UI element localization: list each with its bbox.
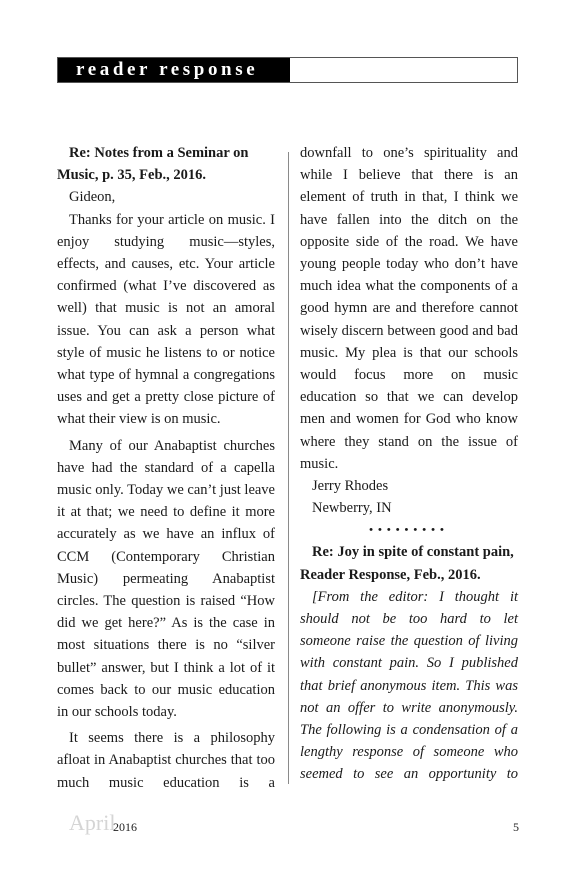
right-column xyxy=(300,142,518,786)
column-divider xyxy=(288,152,289,784)
letter-paragraph-1: Thanks for your article on music. I enjoy studying music—styles, effects, and causes, etc. Your article confirmed (what I’ve discovered as well) that music is not an amoral issue. You can ask a person what style of music he listens to or notice what type of hymnal a congregations uses and get a pretty close picture of what their view is on music. xyxy=(57,211,275,428)
left-column xyxy=(57,142,275,794)
signature-name: Jerry Rhodes xyxy=(312,478,389,495)
second-letter-heading xyxy=(300,541,518,585)
editor-note: [From the editor: I thought it should not be too hard to let someone raise the question of living with constant pain. So I published that brief anonymous item. This was not an offer to write anonymously. The following is a condensation of a lengthy response of someone who seemed to see an opportunity to xyxy=(300,588,518,783)
footer-year: 2016 xyxy=(113,820,137,834)
footer-month: April xyxy=(69,810,116,835)
letter-paragraph-2: Many of our Anabaptist churches have had the standard of a capella music only. Today we can’t just leave it at that; we need to define it more accurately as we have an influx of CCM (Contemporary Christian Music) permeating Anabaptist circles. The question is raised “How did we get here?” As is the case in most situations there is no “silver bullet” answer, but I think a lot of it comes back to our music education in our schools today. xyxy=(57,437,275,721)
section-header xyxy=(57,57,518,83)
letter-heading-line2: Music, p. 35, Feb., 2016. xyxy=(57,167,207,184)
section-title: reader response xyxy=(58,58,290,82)
page-number: 5 xyxy=(513,820,519,834)
section-separator: ••••••••• xyxy=(369,524,449,537)
letter-heading xyxy=(57,142,275,186)
letter-salutation: Gideon, xyxy=(69,189,116,206)
letter-paragraph-3: It seems there is a philosophy afloat in Anabaptist churches that too much music education is a xyxy=(57,730,275,791)
letter-paragraph-3-continued: downfall to one’s spirituality and while I believe that there is an element of truth in that, I think we have fallen into the ditch on the opposite side of the road. We have young people today who don’t have much idea what the components of a good hymn are and therefore cannot wisely discern between good and bad music. My plea is that our schools would focus more on music education so that we can develop men and women for God who know where they stand on the issue of music. xyxy=(300,145,518,472)
second-letter-heading-line1: Re: Joy in spite of constant pain, xyxy=(312,544,514,561)
second-letter-heading-line2: Reader Response, Feb., 2016. xyxy=(300,566,481,583)
signature-location: Newberry, IN xyxy=(312,500,392,517)
letter-heading-line1: Re: Notes from a Seminar on xyxy=(69,145,249,161)
